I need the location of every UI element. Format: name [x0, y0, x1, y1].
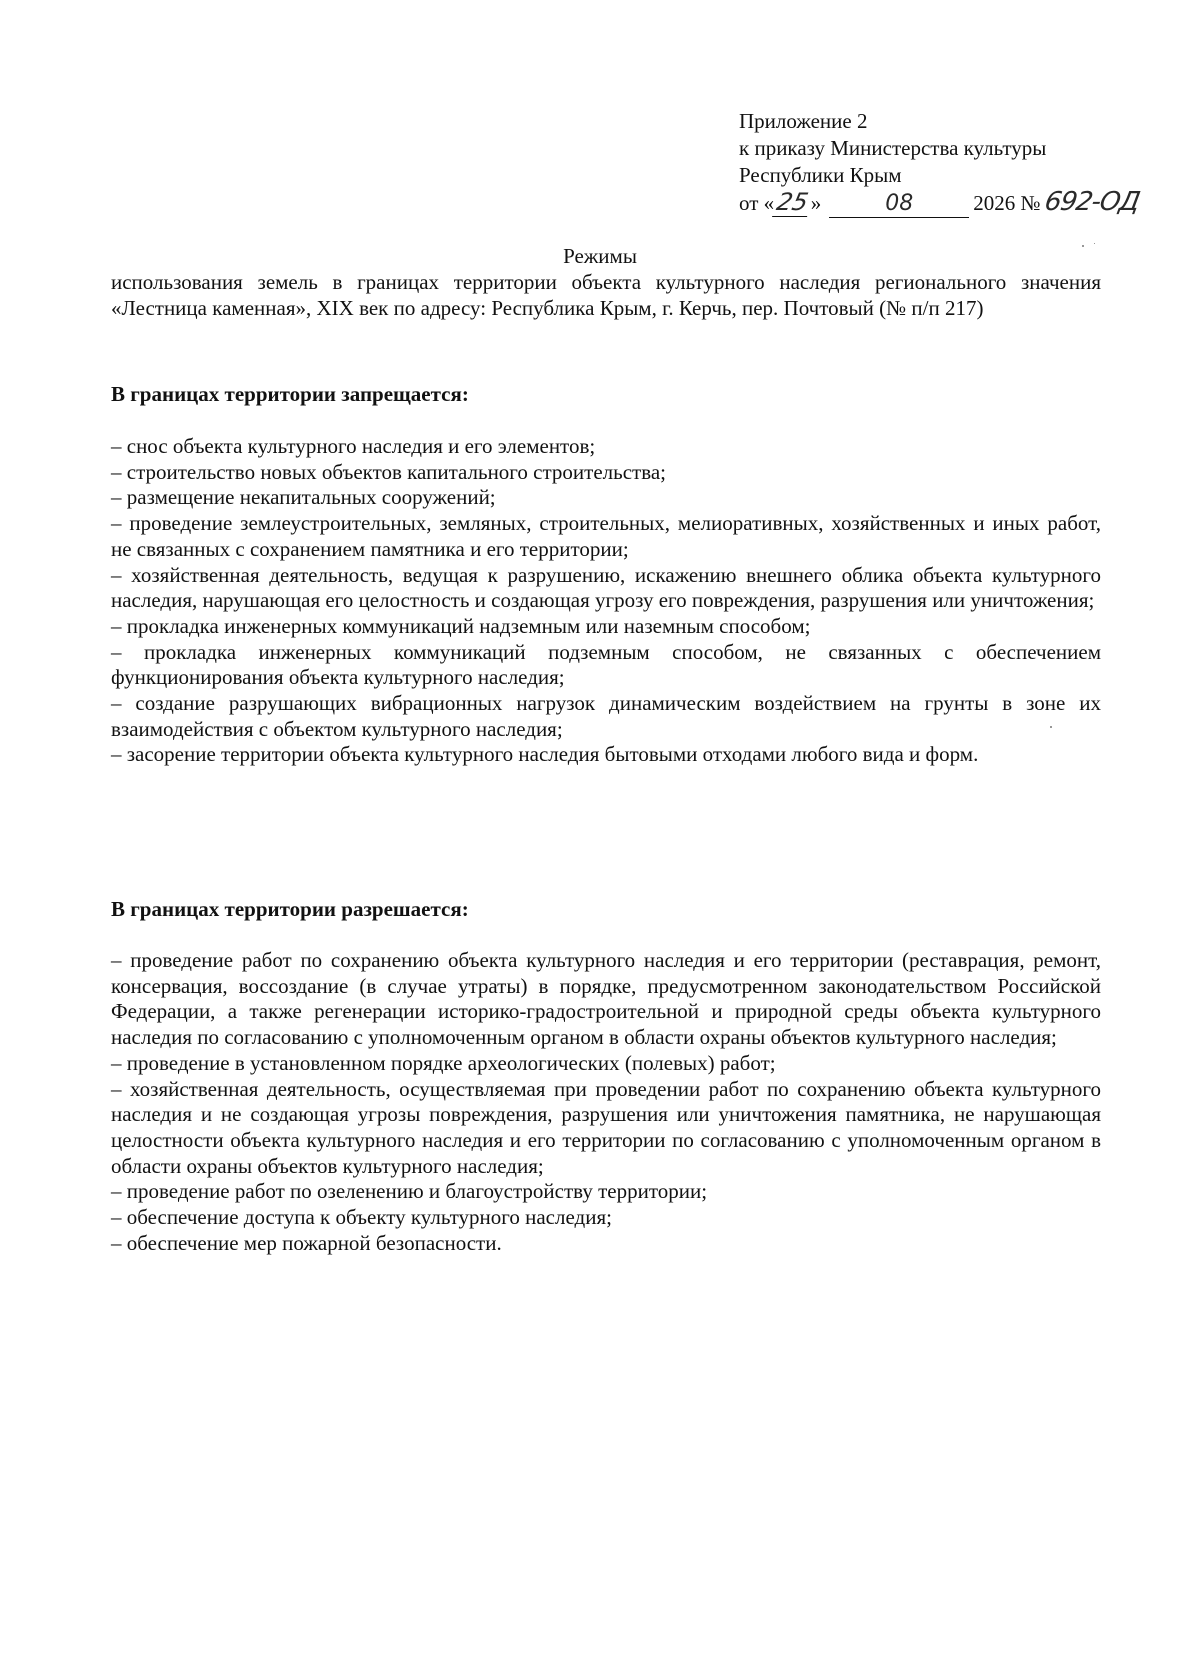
allowed-item: – проведение работ по озеленению и благоустройству территории; — [111, 1179, 708, 1204]
allowed-item: – хозяйственная деятельность, осуществляемая при проведении работ по сохранению объекта культурного наследия и не создающая угрозы повреждения, разрушения или уничтожения памятника, не нарушающая целостности объекта культурного наследия и его территории по согласованию с уполномоченным органом в области охраны объектов культурного наследия; — [111, 1076, 1101, 1178]
prohibited-item: – проведение землеустроительных, земляных, строительных, мелиоративных, хозяйственных и иных работ, не связанных с сохранением памятника и его территории; — [111, 511, 1101, 561]
prohibited-item: – снос объекта культурного наследия и его элементов; — [111, 434, 596, 458]
handwritten-month: 08 — [829, 190, 969, 218]
document-title: Режимы — [563, 244, 637, 268]
prohibited-item: – строительство новых объектов капитального строительства; — [111, 459, 666, 484]
allowed-item: – обеспечение доступа к объекту культурного наследия; — [111, 1205, 612, 1230]
scan-speck — [1094, 243, 1095, 244]
appendix-line-3: Республики Крым — [739, 163, 902, 187]
prohibited-item: – прокладка инженерных коммуникаций подземным способом, не связанных с обеспечением функционирования объекта культурного наследия; — [111, 639, 1101, 690]
allowed-list — [111, 948, 1101, 1256]
prohibited-item: – размещение некапитальных сооружений; — [111, 485, 496, 510]
appendix-block — [739, 108, 1142, 218]
handwritten-order-number: 692-ОД — [1041, 187, 1142, 217]
allowed-item: – проведение работ по сохранению объекта культурного наследия и его территории (реставрация, ремонт, консервация, воссоздание (в случае утраты) в порядке, предусмотренном законодательством Российской Федерации, а также регенерации историко-градостроительной и природной среды объекта культурного наследия по согласованию с уполномоченным органом в области охраны объектов культурного наследия; — [111, 948, 1101, 1050]
allowed-heading: В границах территории разрешается: — [111, 897, 469, 921]
scan-speck — [1050, 726, 1052, 728]
date-year: 2026 № — [973, 191, 1041, 215]
prohibited-item: – создание разрушающих вибрационных нагрузок динамическим воздействием на грунты в зоне их взаимодействия с объектом культурного наследия; — [111, 691, 1101, 741]
prohibited-heading: В границах территории запрещается: — [111, 382, 469, 406]
appendix-line-1: Приложение 2 — [739, 109, 868, 133]
prohibited-list — [111, 434, 1101, 768]
prohibited-item: – хозяйственная деятельность, ведущая к разрушению, искажению внешнего облика объекта культурного наследия, нарушающая его целостность и создающая угрозу его повреждения, разрушения или уничтожения; — [111, 562, 1101, 613]
document-subtitle: использования земель в границах территории объекта культурного наследия регионального значения «Лестница каменная», XIX век по адресу: Республика Крым, г. Керчь, пер. Почтовый (№ п/п 217) — [111, 270, 1101, 320]
prohibited-item: – засорение территории объекта культурного наследия бытовыми отходами любого вида и форм. — [111, 742, 979, 767]
date-prefix: от « — [739, 191, 775, 215]
prohibited-item: – прокладка инженерных коммуникаций надземным или наземным способом; — [111, 613, 811, 638]
appendix-date-line — [739, 187, 1142, 218]
date-mid: » — [810, 191, 822, 215]
appendix-line-2: к приказу Министерства культуры — [739, 136, 1047, 160]
allowed-item: – проведение в установленном порядке археологических (полевых) работ; — [111, 1050, 776, 1075]
handwritten-day: 25 — [772, 189, 812, 217]
allowed-item: – обеспечение мер пожарной безопасности. — [111, 1230, 502, 1255]
scan-speck — [1082, 245, 1084, 247]
